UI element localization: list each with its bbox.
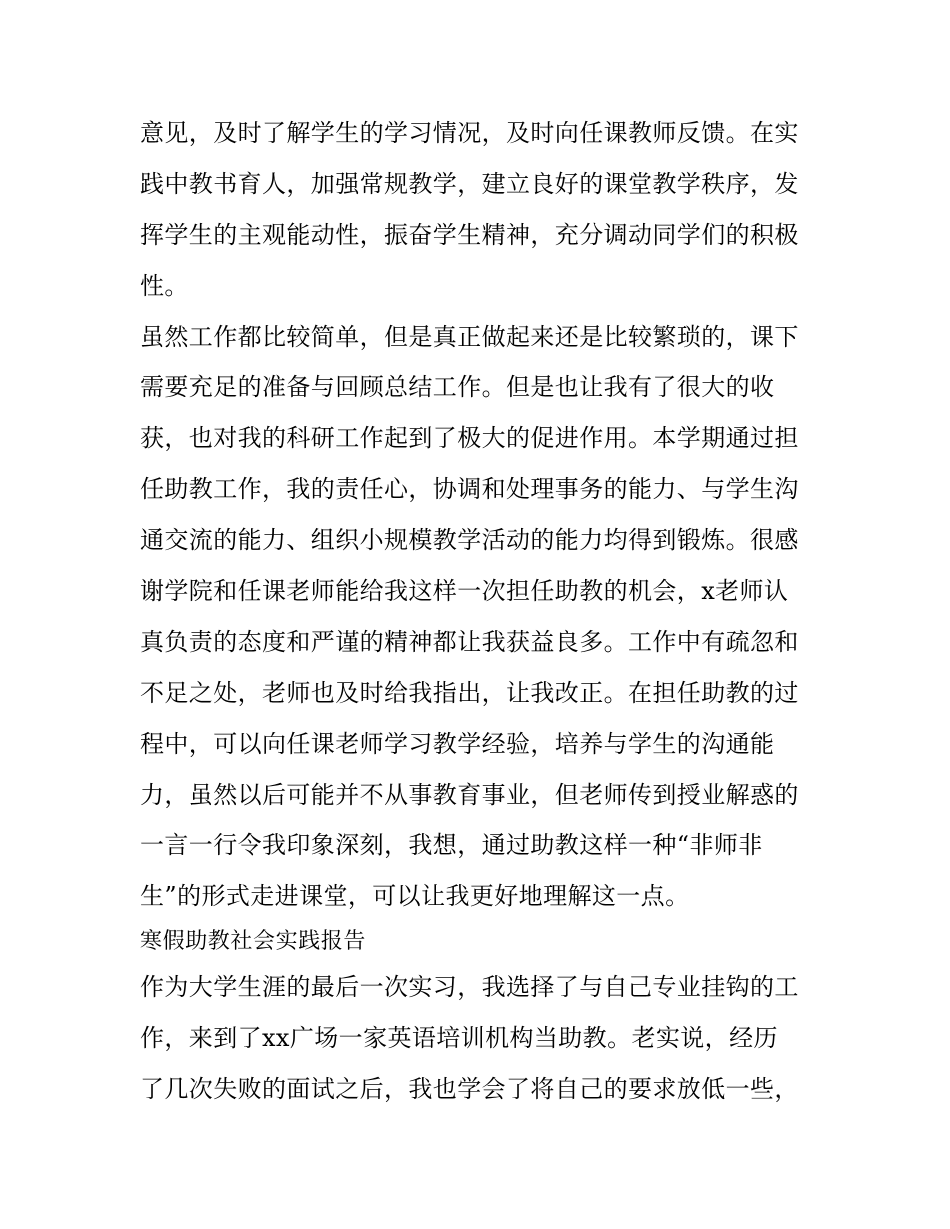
text-line: 性。: [140, 271, 189, 300]
text-line: 通交流的能力、组织小规模教学活动的能力均得到锻炼。很感: [140, 526, 799, 555]
text-line: 了几次失败的面试之后，我也学会了将自己的要求放低一些，: [140, 1075, 799, 1104]
text-line: 意见，及时了解学生的学习情况，及时向任课教师反馈。在实: [140, 119, 799, 147]
text-line: 获，也对我的科研工作起到了极大的促进作用。本学期通过担: [140, 424, 799, 453]
text-line: 作，来到了xx广场一家英语培训机构当助教。老实说，经历: [140, 1024, 778, 1053]
text-line: 程中，可以向任课老师学习教学经验，培养与学生的沟通能: [140, 729, 775, 758]
text-line: 真负责的态度和严谨的精神都让我获益良多。工作中有疏忽和: [140, 627, 799, 656]
text-line: 践中教书育人，加强常规教学，建立良好的课堂教学秩序，发: [140, 169, 799, 198]
text-line: 虽然工作都比较简单，但是真正做起来还是比较繁琐的，课下: [140, 322, 799, 351]
text-line: 不足之处，老师也及时给我指出，让我改正。在担任助教的过: [140, 678, 799, 707]
text-line: 需要充足的准备与回顾总结工作。但是也让我有了很大的收: [140, 373, 775, 402]
text-line: 生”的形式走进课堂，可以让我更好地理解这一点。: [140, 882, 690, 911]
text-line: 作为大学生涯的最后一次实习，我选择了与自己专业挂钩的工: [140, 973, 799, 1002]
text-line: 谢学院和任课老师能给我这样一次担任助教的机会，x老师认: [140, 577, 789, 606]
text-line: 挥学生的主观能动性，振奋学生精神，充分调动同学们的积极: [140, 220, 799, 249]
text-line: 力，虽然以后可能并不从事教育事业，但老师传到授业解惑的: [140, 780, 799, 809]
section-heading: 寒假助教社会实践报告: [140, 929, 367, 955]
text-line: 任助教工作，我的责任心，协调和处理事务的能力、与学生沟: [140, 475, 799, 504]
text-line: 一言一行令我印象深刻，我想，通过助教这样一种“非师非: [140, 831, 763, 860]
document-body: [140, 108, 812, 1115]
